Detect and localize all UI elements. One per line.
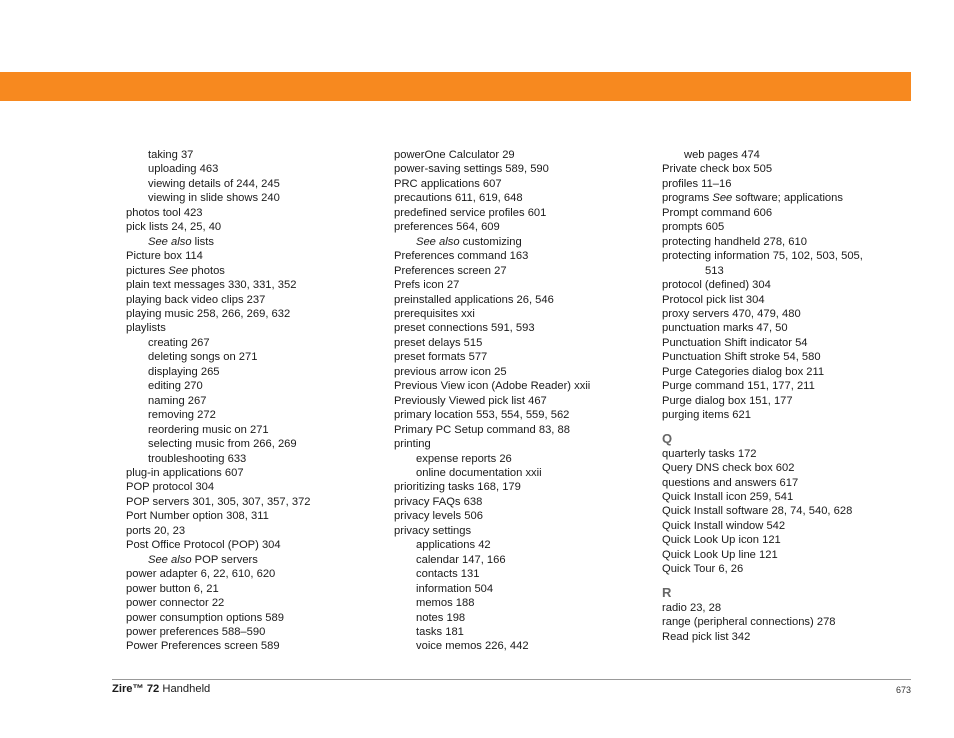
index-entry xyxy=(662,408,912,422)
index-entry xyxy=(662,365,912,379)
entry-text: photos xyxy=(188,264,225,277)
entry-text: range (peripheral connections) 278 xyxy=(662,616,836,629)
index-entry xyxy=(662,249,912,263)
index-entry xyxy=(662,519,912,533)
entry-text: power button 6, 21 xyxy=(126,582,219,595)
entry-text: web pages 474 xyxy=(684,149,760,161)
index-entry xyxy=(126,639,376,653)
index-entry xyxy=(394,495,649,509)
cross-reference: See xyxy=(168,264,189,277)
index-entry xyxy=(126,582,376,596)
index-entry xyxy=(394,365,649,379)
entry-text: tasks 181 xyxy=(416,625,464,638)
index-subentry xyxy=(394,553,649,567)
entry-text: customizing xyxy=(459,235,522,248)
index-entry xyxy=(662,321,912,335)
entry-text: reordering music on 271 xyxy=(148,423,269,436)
index-subentry xyxy=(394,611,649,625)
entry-text: plain text messages 330, 331, 352 xyxy=(126,279,297,292)
entry-text: Previously Viewed pick list 467 xyxy=(394,394,547,407)
index-entry xyxy=(126,264,376,278)
index-subentry xyxy=(126,162,376,176)
section-letter: R xyxy=(662,584,672,600)
entry-text: notes 198 xyxy=(416,611,466,624)
entry-text: ports 20, 23 xyxy=(126,524,186,537)
index-entry xyxy=(662,504,912,518)
footer-divider xyxy=(112,679,911,680)
entry-text: memos 188 xyxy=(416,597,475,610)
index-entry xyxy=(126,249,376,263)
index-entry xyxy=(394,379,649,393)
entry-text: playing music 258, 266, 269, 632 xyxy=(126,307,291,320)
entry-text: contacts 131 xyxy=(416,568,480,581)
index-subentry xyxy=(126,177,376,191)
index-subentry xyxy=(126,553,376,567)
entry-text: punctuation marks 47, 50 xyxy=(662,322,788,335)
index-entry xyxy=(394,220,649,234)
index-subentry xyxy=(394,538,649,552)
index-subentry xyxy=(126,336,376,350)
index-subentry xyxy=(394,452,649,466)
index-entry xyxy=(394,177,649,191)
entry-text: Query DNS check box 602 xyxy=(662,462,795,475)
index-entry xyxy=(394,206,649,220)
entry-text: viewing in slide shows 240 xyxy=(148,192,280,205)
entry-text: power preferences 588–590 xyxy=(126,625,266,638)
index-entry xyxy=(126,611,376,625)
index-entry xyxy=(662,461,912,475)
index-subentry xyxy=(394,466,649,480)
index-subentry xyxy=(126,365,376,379)
entry-text: protecting handheld 278, 610 xyxy=(662,235,807,248)
entry-text: software; applications xyxy=(732,192,843,205)
index-entry xyxy=(394,249,649,263)
index-subentry xyxy=(126,408,376,422)
entry-text: PRC applications 607 xyxy=(394,177,502,190)
index-entry xyxy=(394,509,649,523)
index-entry xyxy=(394,278,649,292)
index-entry xyxy=(126,495,376,509)
footer-suffix: Handheld xyxy=(159,683,211,695)
entry-text: powerOne Calculator 29 xyxy=(394,149,515,161)
entry-text: Read pick list 342 xyxy=(662,630,751,643)
index-entry xyxy=(394,191,649,205)
index-entry xyxy=(126,278,376,292)
index-entry xyxy=(394,321,649,335)
index-entry xyxy=(394,524,649,538)
index-entry xyxy=(662,162,912,176)
index-entry xyxy=(126,466,376,480)
entry-text: creating 267 xyxy=(148,336,210,349)
index-entry xyxy=(126,220,376,234)
index-entry xyxy=(662,447,912,461)
entry-text: Protocol pick list 304 xyxy=(662,293,765,306)
index-entry xyxy=(394,264,649,278)
entry-text: Quick Install software 28, 74, 540, 628 xyxy=(662,505,853,518)
index-subentry xyxy=(394,567,649,581)
index-entry xyxy=(126,293,376,307)
index-entry xyxy=(662,307,912,321)
entry-text: preset connections 591, 593 xyxy=(394,322,535,335)
entry-text: purging items 621 xyxy=(662,409,751,422)
entry-text: 513 xyxy=(705,264,724,277)
entry-text: power adapter 6, 22, 610, 620 xyxy=(126,568,276,581)
entry-text: Previous View icon (Adobe Reader) xxii xyxy=(394,380,591,393)
index-subentry xyxy=(126,379,376,393)
index-entry xyxy=(662,379,912,393)
index-subentry xyxy=(126,191,376,205)
index-entry xyxy=(394,162,649,176)
index-entry xyxy=(394,336,649,350)
entry-text: Primary PC Setup command 83, 88 xyxy=(394,423,570,436)
entry-text: taking 37 xyxy=(148,149,194,161)
entry-text: Purge Categories dialog box 211 xyxy=(662,365,825,378)
index-subentry xyxy=(126,452,376,466)
entry-text: troubleshooting 633 xyxy=(148,452,247,465)
entry-text: Quick Look Up icon 121 xyxy=(662,534,781,547)
index-subentry xyxy=(394,235,649,249)
index-subentry xyxy=(394,582,649,596)
entry-text: predefined service profiles 601 xyxy=(394,206,547,219)
index-entry xyxy=(394,148,649,162)
entry-text: lists xyxy=(191,235,214,248)
index-entry xyxy=(662,191,912,205)
index-entry xyxy=(394,350,649,364)
index-column-3 xyxy=(662,148,912,644)
page-number: 673 xyxy=(895,685,911,695)
entry-text: displaying 265 xyxy=(148,365,220,378)
index-entry xyxy=(662,350,912,364)
entry-text: POP protocol 304 xyxy=(126,481,215,494)
index-entry xyxy=(662,177,912,191)
entry-text: removing 272 xyxy=(148,409,216,422)
header-bar xyxy=(0,72,911,101)
entry-text: playlists xyxy=(126,322,166,335)
entry-text: Purge dialog box 151, 177 xyxy=(662,394,793,407)
entry-text: previous arrow icon 25 xyxy=(394,365,507,378)
index-column-1 xyxy=(126,148,376,654)
entry-text: power connector 22 xyxy=(126,597,225,610)
entry-text: power consumption options 589 xyxy=(126,611,284,624)
index-entry xyxy=(662,293,912,307)
entry-text: programs xyxy=(662,192,713,205)
index-entry xyxy=(394,423,649,437)
entry-text: Prompt command 606 xyxy=(662,206,773,219)
cross-reference: See xyxy=(712,192,733,205)
cross-reference: See also xyxy=(148,235,192,248)
entry-text: voice memos 226, 442 xyxy=(416,640,529,653)
entry-text: POP servers xyxy=(191,553,258,566)
entry-text: online documentation xxii xyxy=(416,466,542,479)
index-entry xyxy=(662,630,912,644)
entry-text: POP servers 301, 305, 307, 357, 372 xyxy=(126,495,311,508)
index-subentry xyxy=(662,148,912,162)
entry-text: profiles 11–16 xyxy=(662,177,732,190)
entry-text: preset formats 577 xyxy=(394,351,488,364)
entry-text: viewing details of 244, 245 xyxy=(148,177,280,190)
entry-text: privacy levels 506 xyxy=(394,510,483,523)
entry-text: power-saving settings 589, 590 xyxy=(394,163,549,176)
index-entry xyxy=(394,437,649,451)
index-entry xyxy=(662,562,912,576)
entry-text: playing back video clips 237 xyxy=(126,293,266,306)
index-entry xyxy=(662,548,912,562)
entry-text: printing xyxy=(394,438,431,451)
entry-text: applications 42 xyxy=(416,539,491,552)
footer-product: Zire™ 72 xyxy=(112,683,160,695)
entry-text: Quick Install window 542 xyxy=(662,519,786,532)
entry-text: Punctuation Shift indicator 54 xyxy=(662,336,808,349)
entry-text: radio 23, 28 xyxy=(662,601,722,614)
entry-text: Power Preferences screen 589 xyxy=(126,640,280,653)
index-entry xyxy=(126,509,376,523)
entry-text: primary location 553, 554, 559, 562 xyxy=(394,409,570,422)
index-entry xyxy=(662,278,912,292)
entry-text: Quick Look Up line 121 xyxy=(662,548,778,561)
entry-text: Preferences screen 27 xyxy=(394,264,507,277)
entry-text: Port Number option 308, 311 xyxy=(126,510,269,523)
entry-text: protecting information 75, 102, 503, 505, xyxy=(662,250,863,263)
entry-text: uploading 463 xyxy=(148,163,219,176)
footer-title xyxy=(112,683,210,695)
entry-text: Private check box 505 xyxy=(662,163,773,176)
index-entry xyxy=(126,480,376,494)
index-entry xyxy=(662,601,912,615)
entry-text: prompts 605 xyxy=(662,221,725,234)
index-entry xyxy=(394,480,649,494)
index-entry xyxy=(126,524,376,538)
entry-text: editing 270 xyxy=(148,380,203,393)
entry-text: Preferences command 163 xyxy=(394,250,529,263)
entry-text: photos tool 423 xyxy=(126,206,203,219)
index-entry xyxy=(126,596,376,610)
index-subentry xyxy=(394,596,649,610)
entry-text: selecting music from 266, 269 xyxy=(148,438,297,451)
entry-text: prioritizing tasks 168, 179 xyxy=(394,481,521,494)
index-entry xyxy=(662,235,912,249)
index-subentry xyxy=(126,423,376,437)
entry-text: preinstalled applications 26, 546 xyxy=(394,293,554,306)
index-entry xyxy=(662,336,912,350)
index-entry xyxy=(662,394,912,408)
entry-text: Quick Tour 6, 26 xyxy=(662,563,744,576)
entry-text: protocol (defined) 304 xyxy=(662,279,771,292)
entry-text: precautions 611, 619, 648 xyxy=(394,192,523,205)
index-entry xyxy=(662,220,912,234)
entry-text: proxy servers 470, 479, 480 xyxy=(662,307,801,320)
index-entry xyxy=(126,206,376,220)
index-column-2 xyxy=(394,148,649,654)
entry-text: information 504 xyxy=(416,582,494,595)
index-entry xyxy=(126,625,376,639)
index-entry xyxy=(126,538,376,552)
index-entry xyxy=(662,476,912,490)
entry-text: Prefs icon 27 xyxy=(394,279,460,292)
index-entry xyxy=(126,321,376,335)
index-entry xyxy=(394,293,649,307)
entry-text: preset delays 515 xyxy=(394,336,483,349)
entry-text: questions and answers 617 xyxy=(662,476,799,489)
entry-text: privacy FAQs 638 xyxy=(394,495,483,508)
entry-text: preferences 564, 609 xyxy=(394,221,500,234)
index-subentry xyxy=(394,639,649,653)
section-letter: Q xyxy=(662,430,673,446)
index-entry xyxy=(662,490,912,504)
entry-text: Picture box 114 xyxy=(126,250,203,263)
index-subentry xyxy=(126,350,376,364)
cross-reference: See also xyxy=(148,553,192,566)
entry-text: pick lists 24, 25, 40 xyxy=(126,221,222,234)
entry-text: Purge command 151, 177, 211 xyxy=(662,380,815,393)
entry-text: prerequisites xxi xyxy=(394,307,475,320)
index-subentry xyxy=(394,625,649,639)
index-subentry xyxy=(126,437,376,451)
index-entry xyxy=(126,307,376,321)
entry-text: calendar 147, 166 xyxy=(416,553,506,566)
entry-text: pictures xyxy=(126,264,169,277)
index-subentry xyxy=(126,235,376,249)
index-entry xyxy=(394,307,649,321)
entry-text: Quick Install icon 259, 541 xyxy=(662,490,794,503)
index-subentry xyxy=(126,394,376,408)
entry-text: naming 267 xyxy=(148,394,207,407)
cross-reference: See also xyxy=(416,235,460,248)
entry-text: plug-in applications 607 xyxy=(126,466,244,479)
index-subentry xyxy=(126,148,376,162)
index-entry xyxy=(394,408,649,422)
entry-text: Punctuation Shift stroke 54, 580 xyxy=(662,351,821,364)
entry-text: expense reports 26 xyxy=(416,452,512,465)
index-entry xyxy=(126,567,376,581)
index-entry xyxy=(662,533,912,547)
index-entry xyxy=(662,206,912,220)
entry-text: quarterly tasks 172 xyxy=(662,447,757,460)
entry-text: deleting songs on 271 xyxy=(148,351,258,364)
index-subentry xyxy=(662,264,912,278)
entry-text: privacy settings xyxy=(394,524,472,537)
index-entry xyxy=(662,615,912,629)
index-entry xyxy=(394,394,649,408)
entry-text: Post Office Protocol (POP) 304 xyxy=(126,539,281,552)
